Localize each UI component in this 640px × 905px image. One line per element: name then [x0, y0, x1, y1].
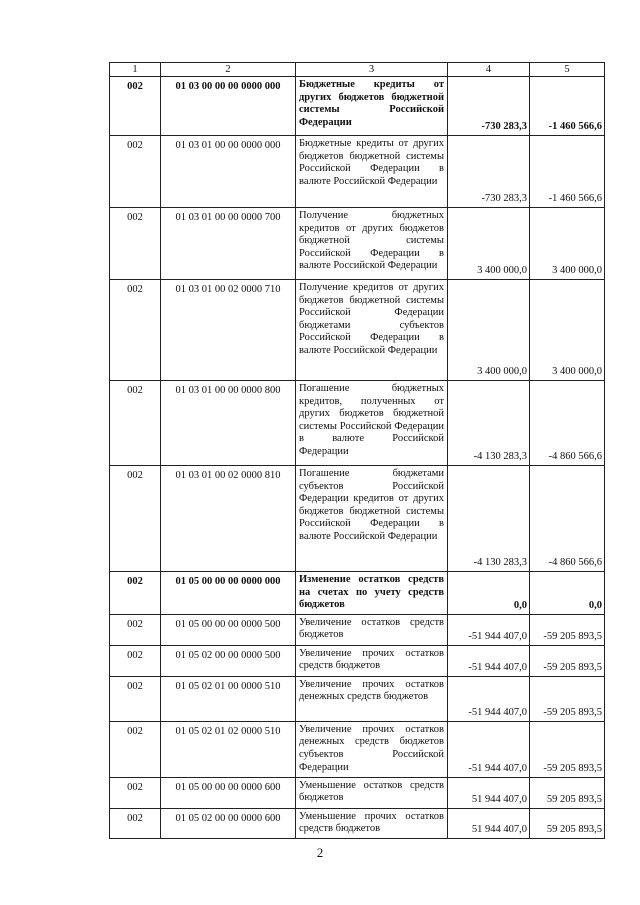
amount-year-1-cell: -51 944 407,0: [448, 645, 530, 676]
source-name-cell: Увеличение прочих остатков денежных средств бюджетов субъектов Российской Федерации: [296, 721, 448, 777]
table-header-row: [110, 63, 605, 77]
amount-year-1-cell: -51 944 407,0: [448, 676, 530, 721]
column-header: 1: [110, 63, 161, 77]
source-name-cell: Получение бюджетных кредитов от других бюджетов бюджетной системы Российской Федерации в валюте Российской Федерации: [296, 208, 448, 280]
amount-year-1-cell: -51 944 407,0: [448, 614, 530, 645]
payer-code-cell: 002: [110, 136, 161, 208]
budget-classification-code-cell: 01 05 02 00 00 0000 600: [161, 808, 296, 838]
budget-classification-code-cell: 01 05 00 00 00 0000 600: [161, 777, 296, 808]
amount-year-2-cell: -1 460 566,6: [530, 136, 605, 208]
table-row: [110, 381, 605, 466]
amount-year-2-cell: 0,0: [530, 572, 605, 615]
payer-code-cell: 002: [110, 572, 161, 615]
source-name-cell: Увеличение прочих остатков денежных средств бюджетов: [296, 676, 448, 721]
amount-year-2-cell: -59 205 893,5: [530, 645, 605, 676]
budget-classification-code-cell: 01 03 01 00 02 0000 810: [161, 466, 296, 572]
column-header: 3: [296, 63, 448, 77]
payer-code-cell: 002: [110, 676, 161, 721]
table-row: [110, 645, 605, 676]
source-name-cell: Уменьшение прочих остатков средств бюджетов: [296, 808, 448, 838]
table-row: [110, 77, 605, 136]
amount-year-2-cell: -4 860 566,6: [530, 466, 605, 572]
table-row: [110, 777, 605, 808]
table-row: [110, 136, 605, 208]
table-row: [110, 808, 605, 838]
source-name-cell: Получение кредитов от других бюджетов бюджетной системы Российской Федерации бюджетами субъектов Российской Федерации в валюте Российской Федерации: [296, 280, 448, 381]
payer-code-cell: 002: [110, 77, 161, 136]
payer-code-cell: 002: [110, 381, 161, 466]
table-row: [110, 572, 605, 615]
amount-year-1-cell: -4 130 283,3: [448, 381, 530, 466]
amount-year-2-cell: -1 460 566,6: [530, 77, 605, 136]
source-name-cell: Бюджетные кредиты от других бюджетов бюджетной системы Российской Федерации: [296, 77, 448, 136]
amount-year-1-cell: -730 283,3: [448, 136, 530, 208]
amount-year-1-cell: 51 944 407,0: [448, 808, 530, 838]
budget-classification-code-cell: 01 05 02 01 00 0000 510: [161, 676, 296, 721]
payer-code-cell: 002: [110, 614, 161, 645]
table-row: [110, 208, 605, 280]
amount-year-2-cell: 59 205 893,5: [530, 777, 605, 808]
source-name-cell: Увеличение остатков средств бюджетов: [296, 614, 448, 645]
source-name-cell: Бюджетные кредиты от других бюджетов бюджетной системы Российской Федерации в валюте Российской Федерации: [296, 136, 448, 208]
amount-year-2-cell: -4 860 566,6: [530, 381, 605, 466]
source-name-cell: Погашение бюджетами субъектов Российской Федерации кредитов от других бюджетов бюджетной системы Российской Федерации в валюте Российской Федерации: [296, 466, 448, 572]
budget-classification-code-cell: 01 03 01 00 00 0000 800: [161, 381, 296, 466]
table-row: [110, 676, 605, 721]
budget-classification-code-cell: 01 05 02 00 00 0000 500: [161, 645, 296, 676]
amount-year-1-cell: -4 130 283,3: [448, 466, 530, 572]
amount-year-1-cell: 3 400 000,0: [448, 208, 530, 280]
payer-code-cell: 002: [110, 280, 161, 381]
budget-classification-code-cell: 01 03 01 00 00 0000 000: [161, 136, 296, 208]
budget-classification-code-cell: 01 03 01 00 02 0000 710: [161, 280, 296, 381]
table-row: [110, 614, 605, 645]
budget-classification-code-cell: 01 05 00 00 00 0000 000: [161, 572, 296, 615]
payer-code-cell: 002: [110, 466, 161, 572]
amount-year-2-cell: -59 205 893,5: [530, 676, 605, 721]
amount-year-2-cell: -59 205 893,5: [530, 721, 605, 777]
payer-code-cell: 002: [110, 645, 161, 676]
source-name-cell: Уменьшение остатков средств бюджетов: [296, 777, 448, 808]
payer-code-cell: 002: [110, 808, 161, 838]
source-name-cell: Погашение бюджетных кредитов, полученных от других бюджетов бюджетной системы Российской Федерации в валюте Российской Федерации: [296, 381, 448, 466]
table-row: [110, 466, 605, 572]
budget-sources-table: [109, 62, 605, 839]
payer-code-cell: 002: [110, 777, 161, 808]
amount-year-2-cell: 59 205 893,5: [530, 808, 605, 838]
page-number: 2: [316, 845, 324, 860]
amount-year-1-cell: 51 944 407,0: [448, 777, 530, 808]
source-name-cell: Изменение остатков средств на счетах по учету средств бюджетов: [296, 572, 448, 615]
table-row: [110, 280, 605, 381]
amount-year-1-cell: 0,0: [448, 572, 530, 615]
amount-year-2-cell: 3 400 000,0: [530, 208, 605, 280]
source-name-cell: Увеличение прочих остатков средств бюджетов: [296, 645, 448, 676]
column-header: 2: [161, 63, 296, 77]
amount-year-1-cell: 3 400 000,0: [448, 280, 530, 381]
budget-classification-code-cell: 01 03 00 00 00 0000 000: [161, 77, 296, 136]
amount-year-2-cell: -59 205 893,5: [530, 614, 605, 645]
amount-year-1-cell: -730 283,3: [448, 77, 530, 136]
column-header: 5: [530, 63, 605, 77]
budget-classification-code-cell: 01 05 02 01 02 0000 510: [161, 721, 296, 777]
payer-code-cell: 002: [110, 208, 161, 280]
table-row: [110, 721, 605, 777]
budget-classification-code-cell: 01 03 01 00 00 0000 700: [161, 208, 296, 280]
budget-classification-code-cell: 01 05 00 00 00 0000 500: [161, 614, 296, 645]
amount-year-2-cell: 3 400 000,0: [530, 280, 605, 381]
column-header: 4: [448, 63, 530, 77]
payer-code-cell: 002: [110, 721, 161, 777]
amount-year-1-cell: -51 944 407,0: [448, 721, 530, 777]
